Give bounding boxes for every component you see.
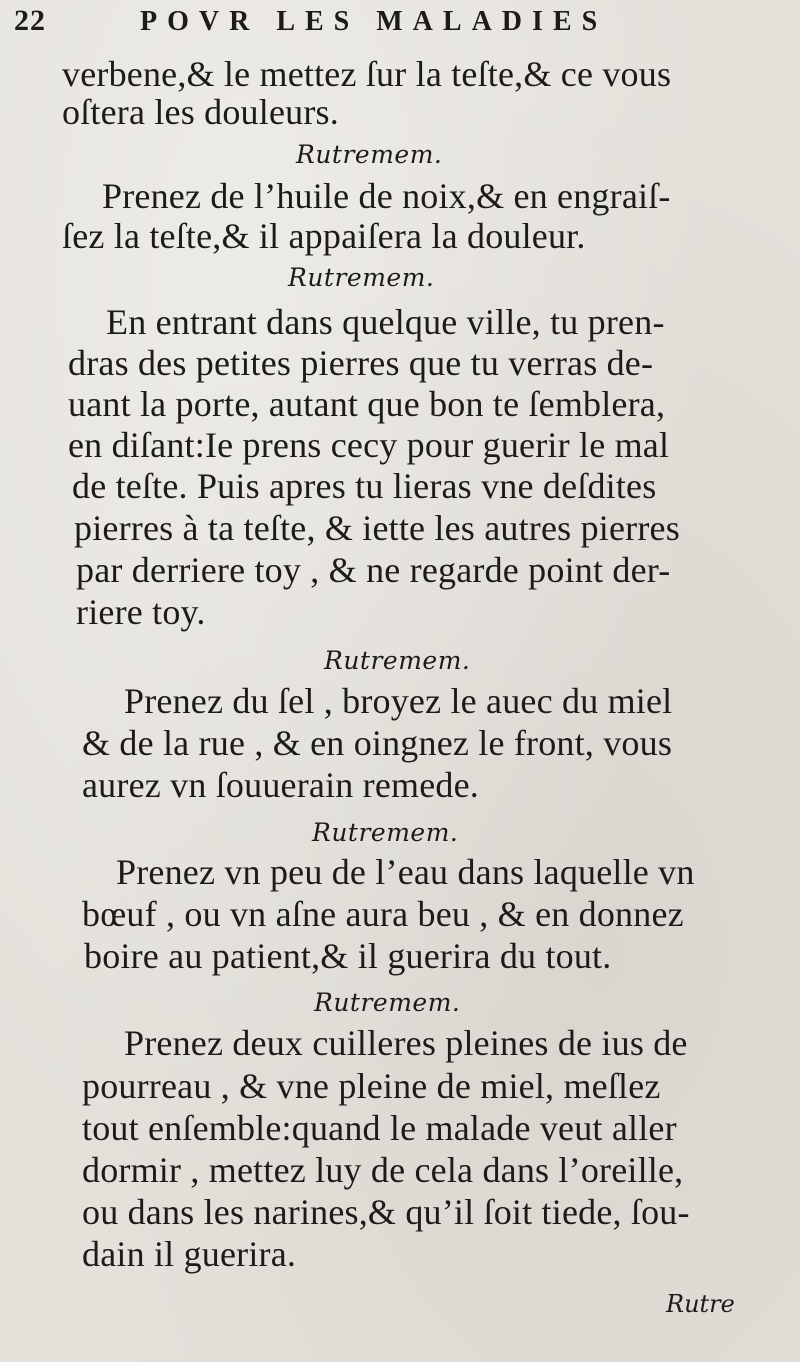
text-line: de teſte. Puis apres tu lieras vne deſdites (72, 466, 657, 506)
text-line: Prenez vn peu de l’eau dans laquelle vn (116, 852, 695, 892)
text-line: par derriere toy , & ne regarde point der- (76, 550, 671, 590)
text-line: verbene,& le mettez ſur la teſte,& ce vous (62, 54, 672, 94)
text-line: & de la rue , & en oingnez le front, vous (82, 723, 673, 763)
text-line: boire au patient,& il guerira du tout. (84, 936, 612, 976)
text-line: Prenez du ſel , broyez le auec du miel (124, 681, 673, 721)
text-line: ſez la teſte,& il appaiſera la douleur. (62, 216, 586, 256)
page-header (0, 4, 800, 44)
text-line: En entrant dans quelque ville, tu pren- (106, 302, 665, 342)
text-line: pourreau , & vne pleine de miel, meſlez (82, 1066, 661, 1106)
text-line: uant la porte, autant que bon te ſemblera, (68, 384, 666, 424)
text-line: Prenez deux cuilleres pleines de ius de (124, 1023, 688, 1063)
text-line: dain il guerira. (82, 1234, 297, 1274)
running-head: POVR LES MALADIES (140, 6, 608, 37)
text-line: tout enſemble:quand le malade veut aller (82, 1108, 677, 1148)
text-line: pierres à ta teſte, & iette les autres pierres (74, 508, 680, 548)
text-line: bœuf , ou vn aſne aura beu , & en donnez (82, 894, 684, 934)
section-heading: Rutremem. (324, 646, 471, 675)
text-line: aurez vn ſouuerain remede. (82, 765, 479, 805)
text-line: oſtera les douleurs. (62, 92, 339, 132)
text-line: dormir , mettez luy de cela dans l’oreille, (82, 1150, 684, 1190)
text-line: riere toy. (76, 592, 206, 632)
page-number: 22 (14, 4, 46, 37)
text-line: ou dans les narines,& qu’il ſoit tiede, ſou- (82, 1192, 690, 1232)
section-heading: Rutremem. (288, 263, 435, 292)
text-line: dras des petites pierres que tu verras de- (68, 343, 654, 383)
text-line: Prenez de l’huile de noix,& en engraiſ- (102, 176, 671, 216)
section-heading: Rutremem. (296, 140, 443, 169)
section-heading: Rutremem. (312, 818, 459, 847)
section-heading: Rutremem. (314, 988, 461, 1017)
text-line: en diſant:Ie prens cecy pour guerir le mal (68, 425, 670, 465)
catchword: Rutre (666, 1290, 735, 1318)
